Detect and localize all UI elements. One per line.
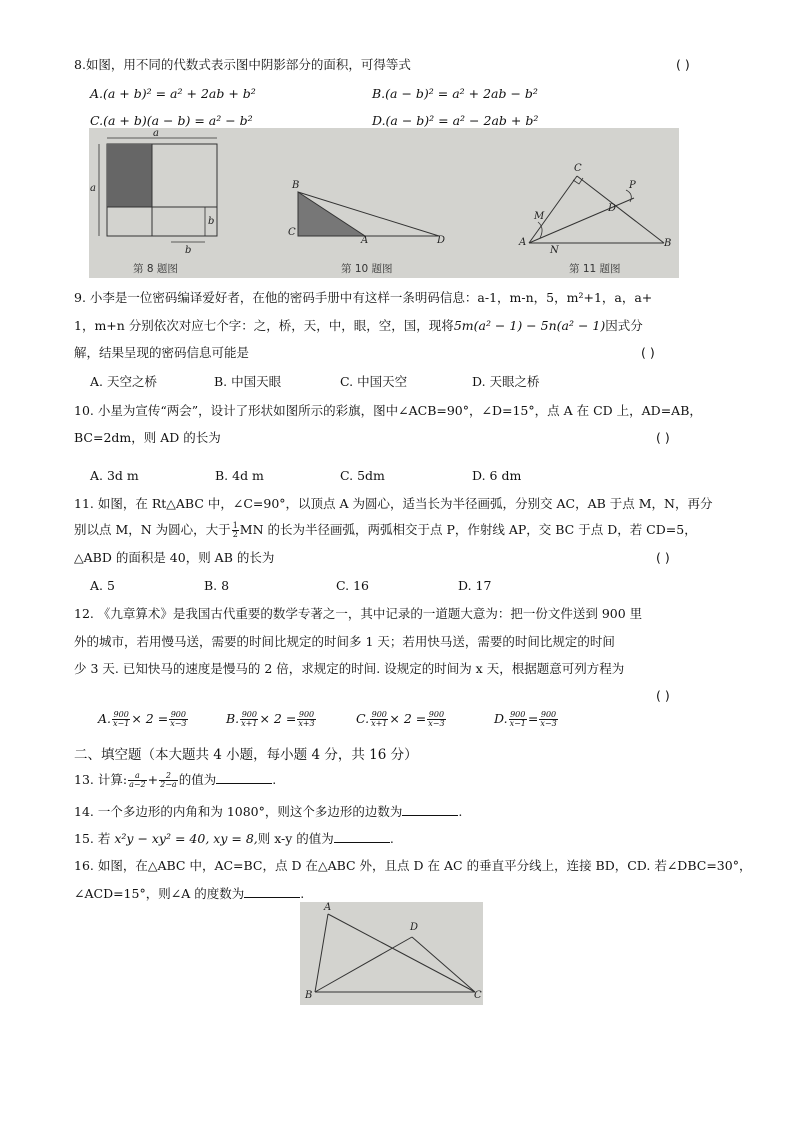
- q8-option-b: B.(a − b)² = a² + 2ab − b²: [372, 86, 538, 101]
- q16-answer-blank[interactable]: [244, 886, 300, 898]
- q14-answer-blank[interactable]: [402, 804, 458, 816]
- q12-a-frac2: [169, 711, 187, 728]
- q11-line1: 11. 如图，在 Rt△ABC 中，∠C=90°，以顶点 A 为圆心，适当长为半径画弧，分别交 AC，AB 于点 M，N，再分: [74, 496, 713, 511]
- q15-prefix: 15. 若: [74, 831, 111, 846]
- q16-period: .: [300, 886, 305, 901]
- q15-line: [74, 831, 394, 847]
- q12-d-frac2: [539, 711, 557, 728]
- q12-c-frac1-num: 900: [371, 710, 387, 719]
- fig11-label-n: N: [550, 245, 559, 256]
- q13-frac1: [128, 772, 147, 789]
- q9-option-b: B. 中国天眼: [214, 374, 282, 389]
- q12-a-frac2-num: 900: [170, 710, 186, 719]
- fig8-label-b-right: b: [208, 216, 215, 227]
- fig8-label-a-left: a: [90, 183, 96, 194]
- q11-line2: [74, 522, 697, 539]
- fig8-label-a-top: a: [153, 128, 159, 139]
- q15-period: .: [389, 831, 394, 846]
- q12-option-a: [98, 711, 189, 728]
- fig11-label-d: D: [608, 203, 617, 214]
- q12-c-frac1-den: x+1: [371, 719, 388, 728]
- q12-a-frac1: [112, 711, 130, 728]
- fig11-caption: 第 11 题图: [569, 263, 621, 275]
- q12-c-frac2-den: x−3: [428, 719, 445, 728]
- q11-line2-pre: 别以点 M，N 为圆心，大于: [74, 522, 231, 537]
- q12-line2: 外的城市，若用慢马送，需要的时间比规定的时间多 1 天；若用快马送，需要的时间比规定的时间: [74, 634, 615, 649]
- q9-answer-paren: ( ): [641, 345, 655, 360]
- fig10-caption: 第 10 题图: [341, 263, 393, 275]
- q11-option-c: C. 16: [336, 578, 369, 593]
- q12-line3: 少 3 天. 已知快马的速度是慢马的 2 倍，求规定的时间. 设规定的时间为 x 天，根据题意可列方程为: [74, 661, 625, 676]
- fig11-label-a: A: [519, 237, 527, 248]
- q12-b-middle: × 2 =: [259, 711, 297, 726]
- q8-option-d: D.(a − b)² = a² − 2ab + b²: [372, 113, 539, 128]
- q13-prefix: 13. 计算:: [74, 772, 128, 787]
- q8-option-a: A.(a + b)² = a² + 2ab + b²: [90, 86, 256, 101]
- q10-option-d: D. 6 dm: [472, 468, 522, 483]
- q14-line: [74, 804, 462, 820]
- fig11-label-b: B: [664, 238, 672, 249]
- q14-period: .: [458, 804, 463, 819]
- q12-b-frac1-den: x+1: [241, 719, 258, 728]
- q12-b-frac2-den: x+3: [298, 719, 315, 728]
- q9-line2-post: 因式分: [605, 318, 643, 333]
- q16-line2-text: ∠ACD=15°，则∠A 的度数为: [74, 886, 245, 901]
- figure-16-photo: [300, 902, 483, 1005]
- q13-frac1-num: a: [128, 772, 147, 781]
- q11-frac-numerator: 1: [232, 521, 238, 530]
- q12-c-frac1: [370, 711, 388, 728]
- fig8-caption: 第 8 题图: [133, 263, 178, 275]
- q11-frac-denominator: 2: [232, 530, 238, 539]
- q9-line2: [74, 318, 643, 334]
- q12-d-frac1-num: 900: [510, 710, 526, 719]
- q10-option-b: B. 4d m: [215, 468, 264, 483]
- fig8-label-b-bottom: b: [185, 245, 192, 256]
- q12-b-frac1: [240, 711, 258, 728]
- section-two-heading: 二、填空题（本大题共 4 小题，每小题 4 分，共 16 分）: [74, 747, 418, 763]
- q16-line2: [74, 886, 304, 902]
- q12-d-frac1-den: x−1: [509, 719, 526, 728]
- q11-line2-post: MN 的长为半径画弧，两弧相交于点 P，作射线 AP，交 BC 于点 D，若 CD=5，: [239, 522, 697, 537]
- q11-option-d: D. 17: [458, 578, 492, 593]
- q12-b-frac1-num: 900: [241, 710, 257, 719]
- q8-option-c: C.(a + b)(a − b) = a² − b²: [90, 113, 253, 128]
- q12-c-middle: × 2 =: [389, 711, 427, 726]
- fig10-label-a: A: [361, 235, 369, 246]
- q15-expression: x²y − xy² = 40, xy = 8,: [114, 831, 258, 846]
- q12-a-frac1-num: 900: [113, 710, 129, 719]
- q12-b-prefix: B.: [226, 711, 240, 726]
- q12-d-frac2-num: 900: [540, 710, 557, 719]
- q13-frac2-num: 2: [159, 772, 178, 781]
- q13-period: .: [272, 772, 277, 787]
- q12-option-b: [226, 711, 317, 728]
- q13-plus: +: [147, 772, 159, 787]
- q13-frac2: [159, 772, 178, 789]
- q15-answer-blank[interactable]: [334, 831, 390, 843]
- fig16-label-a: A: [324, 902, 332, 913]
- q15-suffix: 则 x-y 的值为: [257, 831, 334, 846]
- q10-line1: 10. 小星为宣传“两会”，设计了形状如图所示的彩旗，图中∠ACB=90°，∠D=15°，点 A 在 CD 上，AD=AB，: [74, 403, 702, 418]
- q11-fraction-half: [232, 522, 239, 539]
- q11-option-a: A. 5: [90, 578, 115, 593]
- q11-answer-paren: ( ): [656, 550, 670, 565]
- q12-c-prefix: C.: [356, 711, 370, 726]
- q12-a-prefix: A.: [98, 711, 112, 726]
- q12-b-frac2: [297, 711, 315, 728]
- q12-option-c: [356, 711, 447, 728]
- figure-16-drawing: [300, 902, 483, 1005]
- q8-stem: 8.如图，用不同的代数式表示图中阴影部分的面积，可得等式: [74, 57, 411, 72]
- q12-d-frac1: [509, 711, 527, 728]
- q13-suffix: 的值为: [178, 772, 217, 787]
- fig11-label-p: P: [629, 180, 636, 191]
- q16-line1: 16. 如图，在△ABC 中，AC=BC，点 D 在△ABC 外，且点 D 在 AC 的垂直平分线上，连接 BD，CD. 若∠DBC=30°，: [74, 858, 752, 873]
- fig10-label-b: B: [292, 180, 300, 191]
- q12-d-middle: =: [527, 711, 539, 726]
- q9-option-d: D. 天眼之桥: [472, 374, 540, 389]
- q8-answer-paren: ( ): [676, 57, 690, 72]
- q13-line: [74, 772, 276, 789]
- fig16-label-c: C: [474, 990, 482, 1001]
- fig10-label-d: D: [437, 235, 446, 246]
- q12-b-frac2-num: 900: [298, 710, 315, 719]
- fig11-label-c: C: [574, 163, 582, 174]
- figures-8-10-11-drawing: [89, 128, 679, 278]
- q12-c-frac2-num: 900: [428, 710, 445, 719]
- q13-frac1-den: a−2: [129, 780, 146, 789]
- q12-option-d: [494, 711, 559, 728]
- figures-8-10-11-photo: [89, 128, 679, 278]
- q9-line2-pre: 1，m+n 分别依次对应七个字：之，桥，天，中，眼，空，国，现将: [74, 318, 454, 333]
- q12-a-frac2-den: x−3: [170, 719, 187, 728]
- q14-text: 14. 一个多边形的内角和为 1080°，则这个多边形的边数为: [74, 804, 403, 819]
- q12-answer-paren: ( ): [656, 688, 670, 703]
- q12-a-middle: × 2 =: [131, 711, 169, 726]
- q12-line1: 12. 《九章算术》是我国古代重要的数学专著之一，其中记录的一道题大意为：把一份文件送到 900 里: [74, 606, 643, 621]
- fig11-label-m: M: [534, 211, 545, 222]
- fig16-label-d: D: [410, 922, 419, 933]
- fig16-label-b: B: [305, 990, 313, 1001]
- q9-line3: 解，结果呈现的密码信息可能是: [74, 345, 250, 360]
- q9-line1: 9. 小李是一位密码编译爱好者，在他的密码手册中有这样一条明码信息：a-1，m-n，5，m²+1，a，a+: [74, 290, 653, 305]
- q12-c-frac2: [427, 711, 445, 728]
- q10-option-c: C. 5dm: [340, 468, 385, 483]
- q12-a-frac1-den: x−1: [113, 719, 130, 728]
- q13-frac2-den: 2−a: [160, 780, 177, 789]
- q9-expression: 5m(a² − 1) − 5n(a² − 1): [453, 318, 606, 333]
- q10-line2: BC=2dm，则 AD 的长为: [74, 430, 221, 445]
- q12-d-frac2-den: x−3: [540, 719, 557, 728]
- q11-option-b: B. 8: [204, 578, 230, 593]
- q13-answer-blank[interactable]: [216, 772, 272, 784]
- q11-line3: △ABD 的面积是 40，则 AB 的长为: [74, 550, 275, 565]
- q10-option-a: A. 3d m: [90, 468, 139, 483]
- fig10-label-c: C: [288, 227, 296, 238]
- q9-option-c: C. 中国天空: [340, 374, 408, 389]
- q9-option-a: A. 天空之桥: [90, 374, 157, 389]
- q10-answer-paren: ( ): [656, 430, 670, 445]
- q12-d-prefix: D.: [494, 711, 508, 726]
